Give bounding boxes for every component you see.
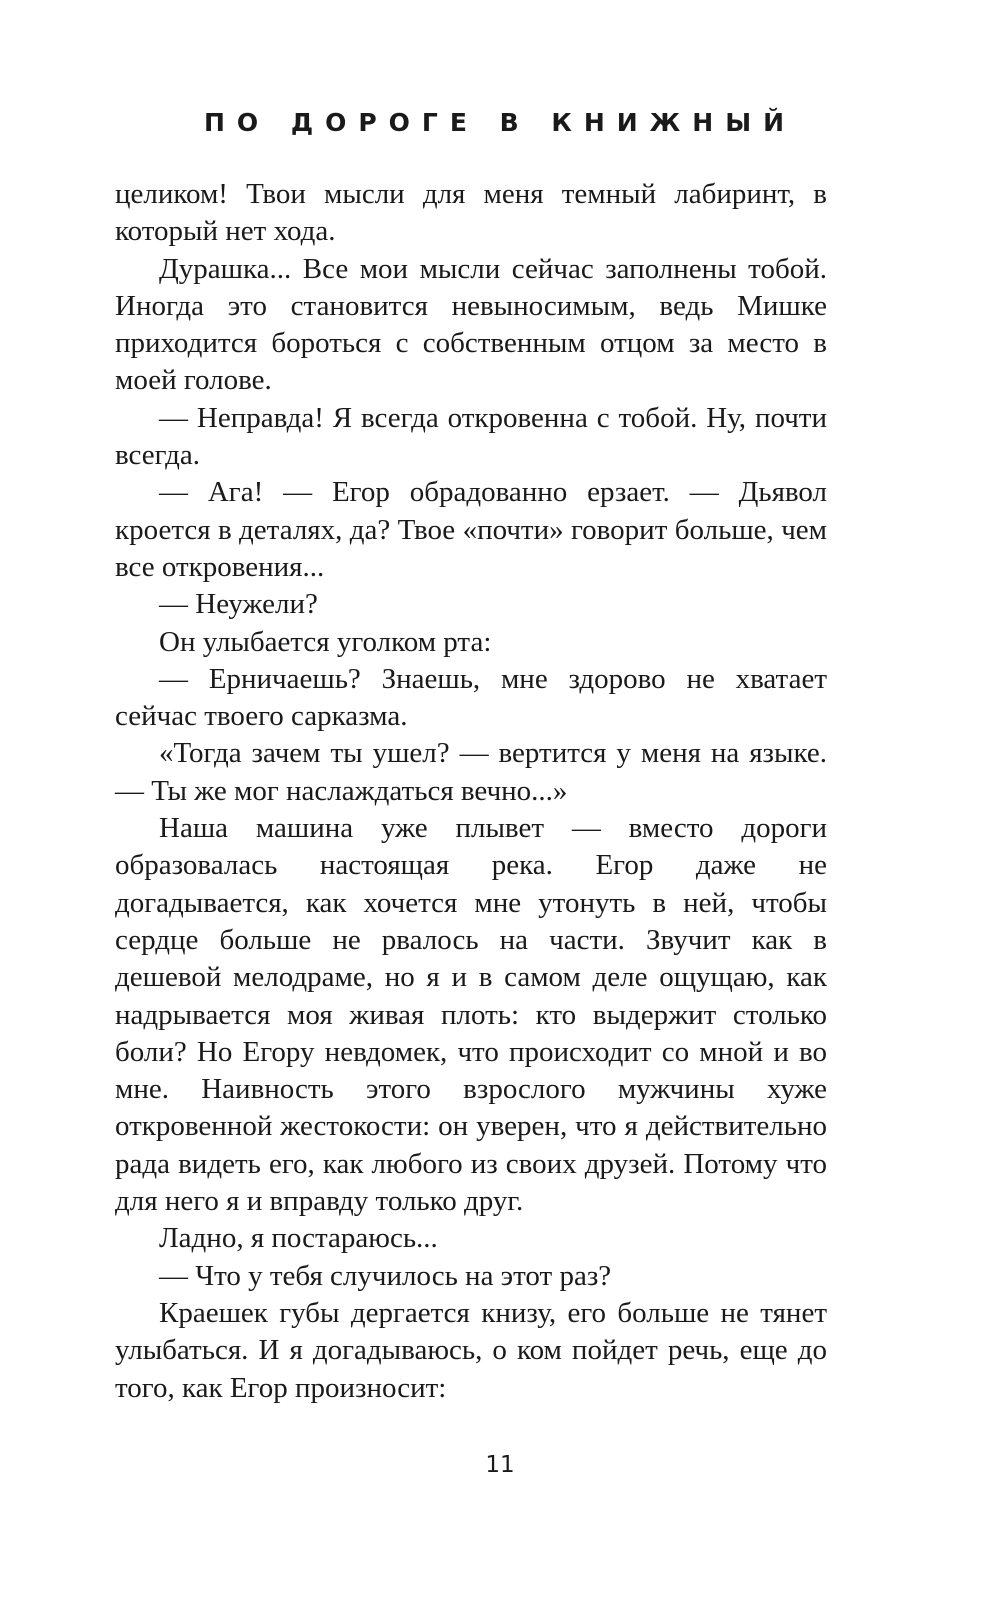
paragraph: — Неправда! Я всегда откровенна с тобой. Ну, почти всегда. <box>115 401 827 472</box>
paragraph: Краешек губы дергается книзу, его больше не тянет улыбаться. И я догадываюсь, о ком пойдет речь, еще до того, как Егор произносит: <box>115 1296 827 1404</box>
paragraph: — Ерничаешь? Знаешь, мне здорово не хватает сейчас твоего сарказма. <box>115 662 827 733</box>
paragraph: Ладно, я постараюсь... <box>159 1222 438 1255</box>
body-text <box>115 176 827 1407</box>
paragraph: Дурашка... Все мои мысли сейчас заполнены тобой. Иногда это становится невыносимым, ведь Мишке приходится бороться с собственным отцом за место в моей голове. <box>115 252 827 397</box>
paragraph: целиком! Твои мысли для меня темный лабиринт, в который нет хода. <box>115 178 827 248</box>
paragraph: — Ага! — Егор обрадованно ерзает. — Дьявол кроется в деталях, да? Твое «почти» говорит больше, чем все откровения... <box>115 476 827 583</box>
paragraph: — Что у тебя случилось на этот раз? <box>159 1259 612 1292</box>
paragraph: «Тогда зачем ты ушел? — вертится у меня на языке. — Ты же мог наслаждаться вечно...» <box>115 737 827 807</box>
paragraph: Наша машина уже плывет — вместо дороги образовалась настоящая река. Егор даже не догадывается, как хочется мне утонуть в ней, чтобы сердце больше не рвалось на части. Звучит как в дешевой мелодраме, но я и в самом деле ощущаю, как надрывается моя живая плоть: кто выдержит столько боли? Но Егору невдомек, что происходит со мной и во мне. Наивность этого взрослого мужчины хуже откровенной жестокости: он уверен, что я действительно рада видеть его, как любого из своих друзей. Потому что для него я и вправду только друг. <box>115 812 827 1218</box>
paragraph: — Неужели? <box>159 588 318 621</box>
page-number: 11 <box>485 1452 515 1478</box>
running-head: ПО ДОРОГЕ В КНИЖНЫЙ <box>203 108 797 137</box>
paragraph: Он улыбается уголком рта: <box>159 625 492 658</box>
